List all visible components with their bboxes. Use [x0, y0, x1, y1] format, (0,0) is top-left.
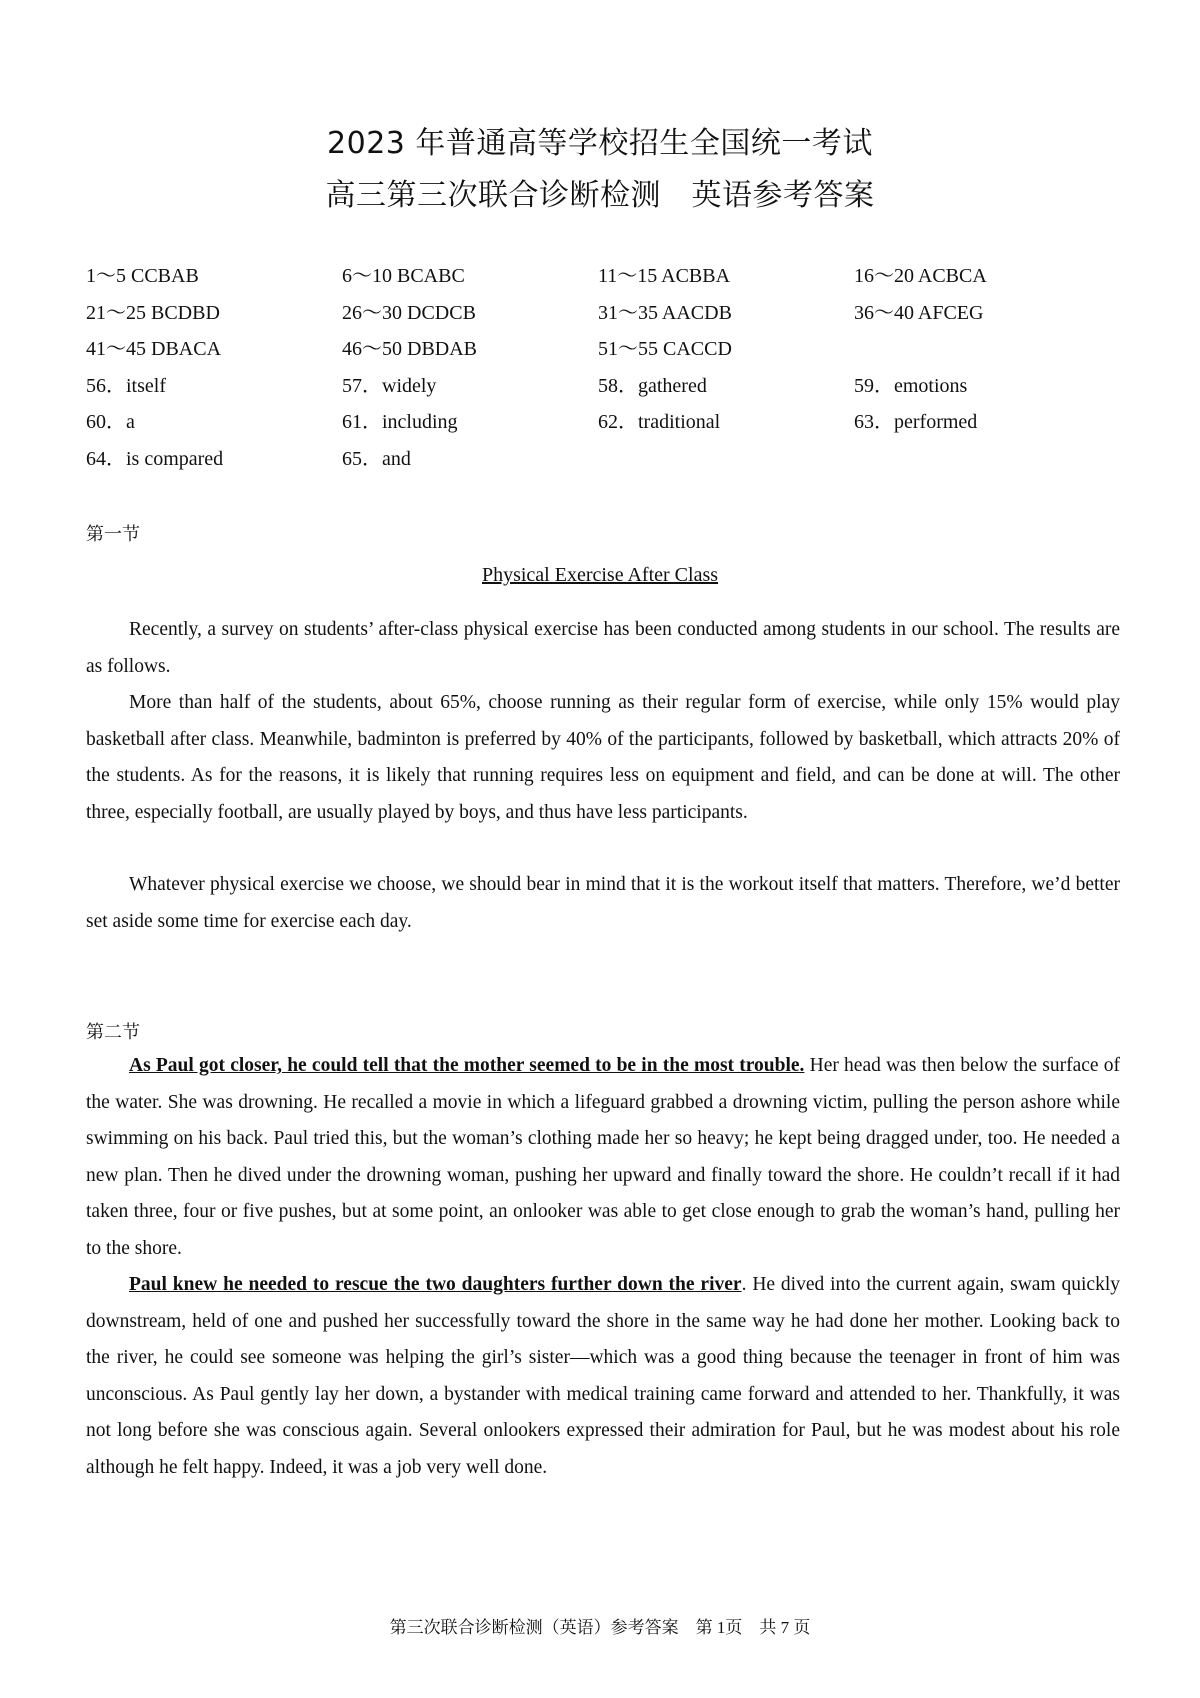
story-lead-sentence-1: As Paul got closer, he could tell that the mother seemed to be in the most trouble. [129, 1055, 805, 1076]
answer-row [86, 441, 1126, 478]
answer-row [86, 331, 1126, 368]
answer-cell: 59．emotions [854, 374, 968, 397]
answer-row [86, 258, 1126, 295]
answer-cell: 56．itself [86, 374, 166, 397]
answer-cell: 6～10 BCABC [342, 265, 465, 287]
answer-cell: 58．gathered [598, 374, 707, 397]
title-line-1: 2023 年普通高等学校招生全国统一考试 [327, 126, 873, 161]
answer-cell: 41～45 DBACA [86, 338, 222, 360]
story-paragraph-2 [86, 1267, 1120, 1486]
story-text-1: Her head was then below the surface of the water. She was drowning. He recalled a movie in which a lifeguard grabbed a drowning victim, pulling the person ashore while swimming on his back. Paul tried this, but the woman’s clothing made her so heavy; he kept being dragged under, too. He needed a new plan. Then he dived under the drowning woman, pushing her upward and finally toward the shore. He couldn’t recall if it had taken three, four or five pushes, but at some point, an onlooker was able to get close enough to grab the woman’s hand, pulling her to the shore. [86, 1055, 1120, 1259]
title-line-2: 高三第三次联合诊断检测 英语参考答案 [325, 178, 875, 213]
answer-row [86, 404, 1126, 441]
answer-cell: 61．including [342, 411, 458, 433]
answer-cell: 26～30 DCDCB [342, 301, 476, 324]
page-footer: 第三次联合诊断检测（英语）参考答案 第 1页 共 7 页 [389, 1618, 811, 1637]
answer-cell [598, 441, 854, 478]
answer-row [86, 295, 1126, 332]
answer-cell: 31～35 AACDB [598, 301, 732, 324]
answer-cell: 51～55 CACCD [598, 338, 732, 360]
story-lead-sentence-2: Paul knew he needed to rescue the two daughters further down the river [129, 1274, 742, 1295]
essay-title: Physical Exercise After Class [481, 564, 719, 586]
answer-cell: 65．and [342, 447, 411, 470]
answer-cell: 36～40 AFCEG [854, 301, 984, 324]
essay-paragraph-3: Whatever physical exercise we choose, we should bear in mind that it is the workout itself that matters. Therefore, we’d better set aside some time for exercise each day. [86, 874, 1120, 932]
answer-cell: 46～50 DBDAB [342, 338, 478, 360]
answer-cell: 16～20 ACBCA [854, 265, 987, 287]
story-text-2: . He dived into the current again, swam quickly downstream, held of one and pushed her successfully toward the shore in the same way he had done her mother. Looking back to the river, he could see someone was helping the girl’s sister—which was a good thing because the teenager in front of him was unconscious. As Paul gently lay her down, a bystander with medical training came forward and attended to her. Thankfully, it was not long before she was conscious again. Several onlookers expressed their admiration for Paul, but he was modest about his role although he felt happy. Indeed, it was a job very well done. [86, 1274, 1121, 1478]
story-paragraph-1 [86, 1048, 1120, 1267]
answer-cell: 11～15 ACBBA [598, 265, 731, 287]
answer-cell: 63．performed [854, 411, 978, 433]
answer-cell: 64．is compared [86, 447, 224, 470]
section-1-heading: 第一节 [86, 524, 140, 545]
answer-cell: 1～5 CCBAB [86, 265, 199, 287]
answer-cell: 62．traditional [598, 411, 721, 433]
document-title [0, 118, 1200, 222]
section-2-heading: 第二节 [86, 1022, 140, 1043]
answer-cell: 57．widely [342, 374, 437, 397]
essay-paragraph-2: More than half of the students, about 65%, choose running as their regular form of exercise, while only 15% would play basketball after class. Meanwhile, badminton is preferred by 40% of the participants, followed by basketball, which attracts 20% of the students. As for the reasons, it is likely that running requires less on equipment and field, and can be done at will. The other three, especially football, are usually played by boys, and thus have less participants. [86, 692, 1120, 823]
answer-cell [854, 441, 1110, 478]
answer-row [86, 368, 1126, 405]
answer-cell [854, 331, 1110, 368]
essay-paragraph-1: Recently, a survey on students’ after-class physical exercise has been conducted among students in our school. The results are as follows. [86, 619, 1120, 677]
answer-key [86, 258, 1126, 477]
answer-cell: 21～25 BCDBD [86, 301, 220, 324]
answer-cell: 60．a [86, 411, 135, 433]
